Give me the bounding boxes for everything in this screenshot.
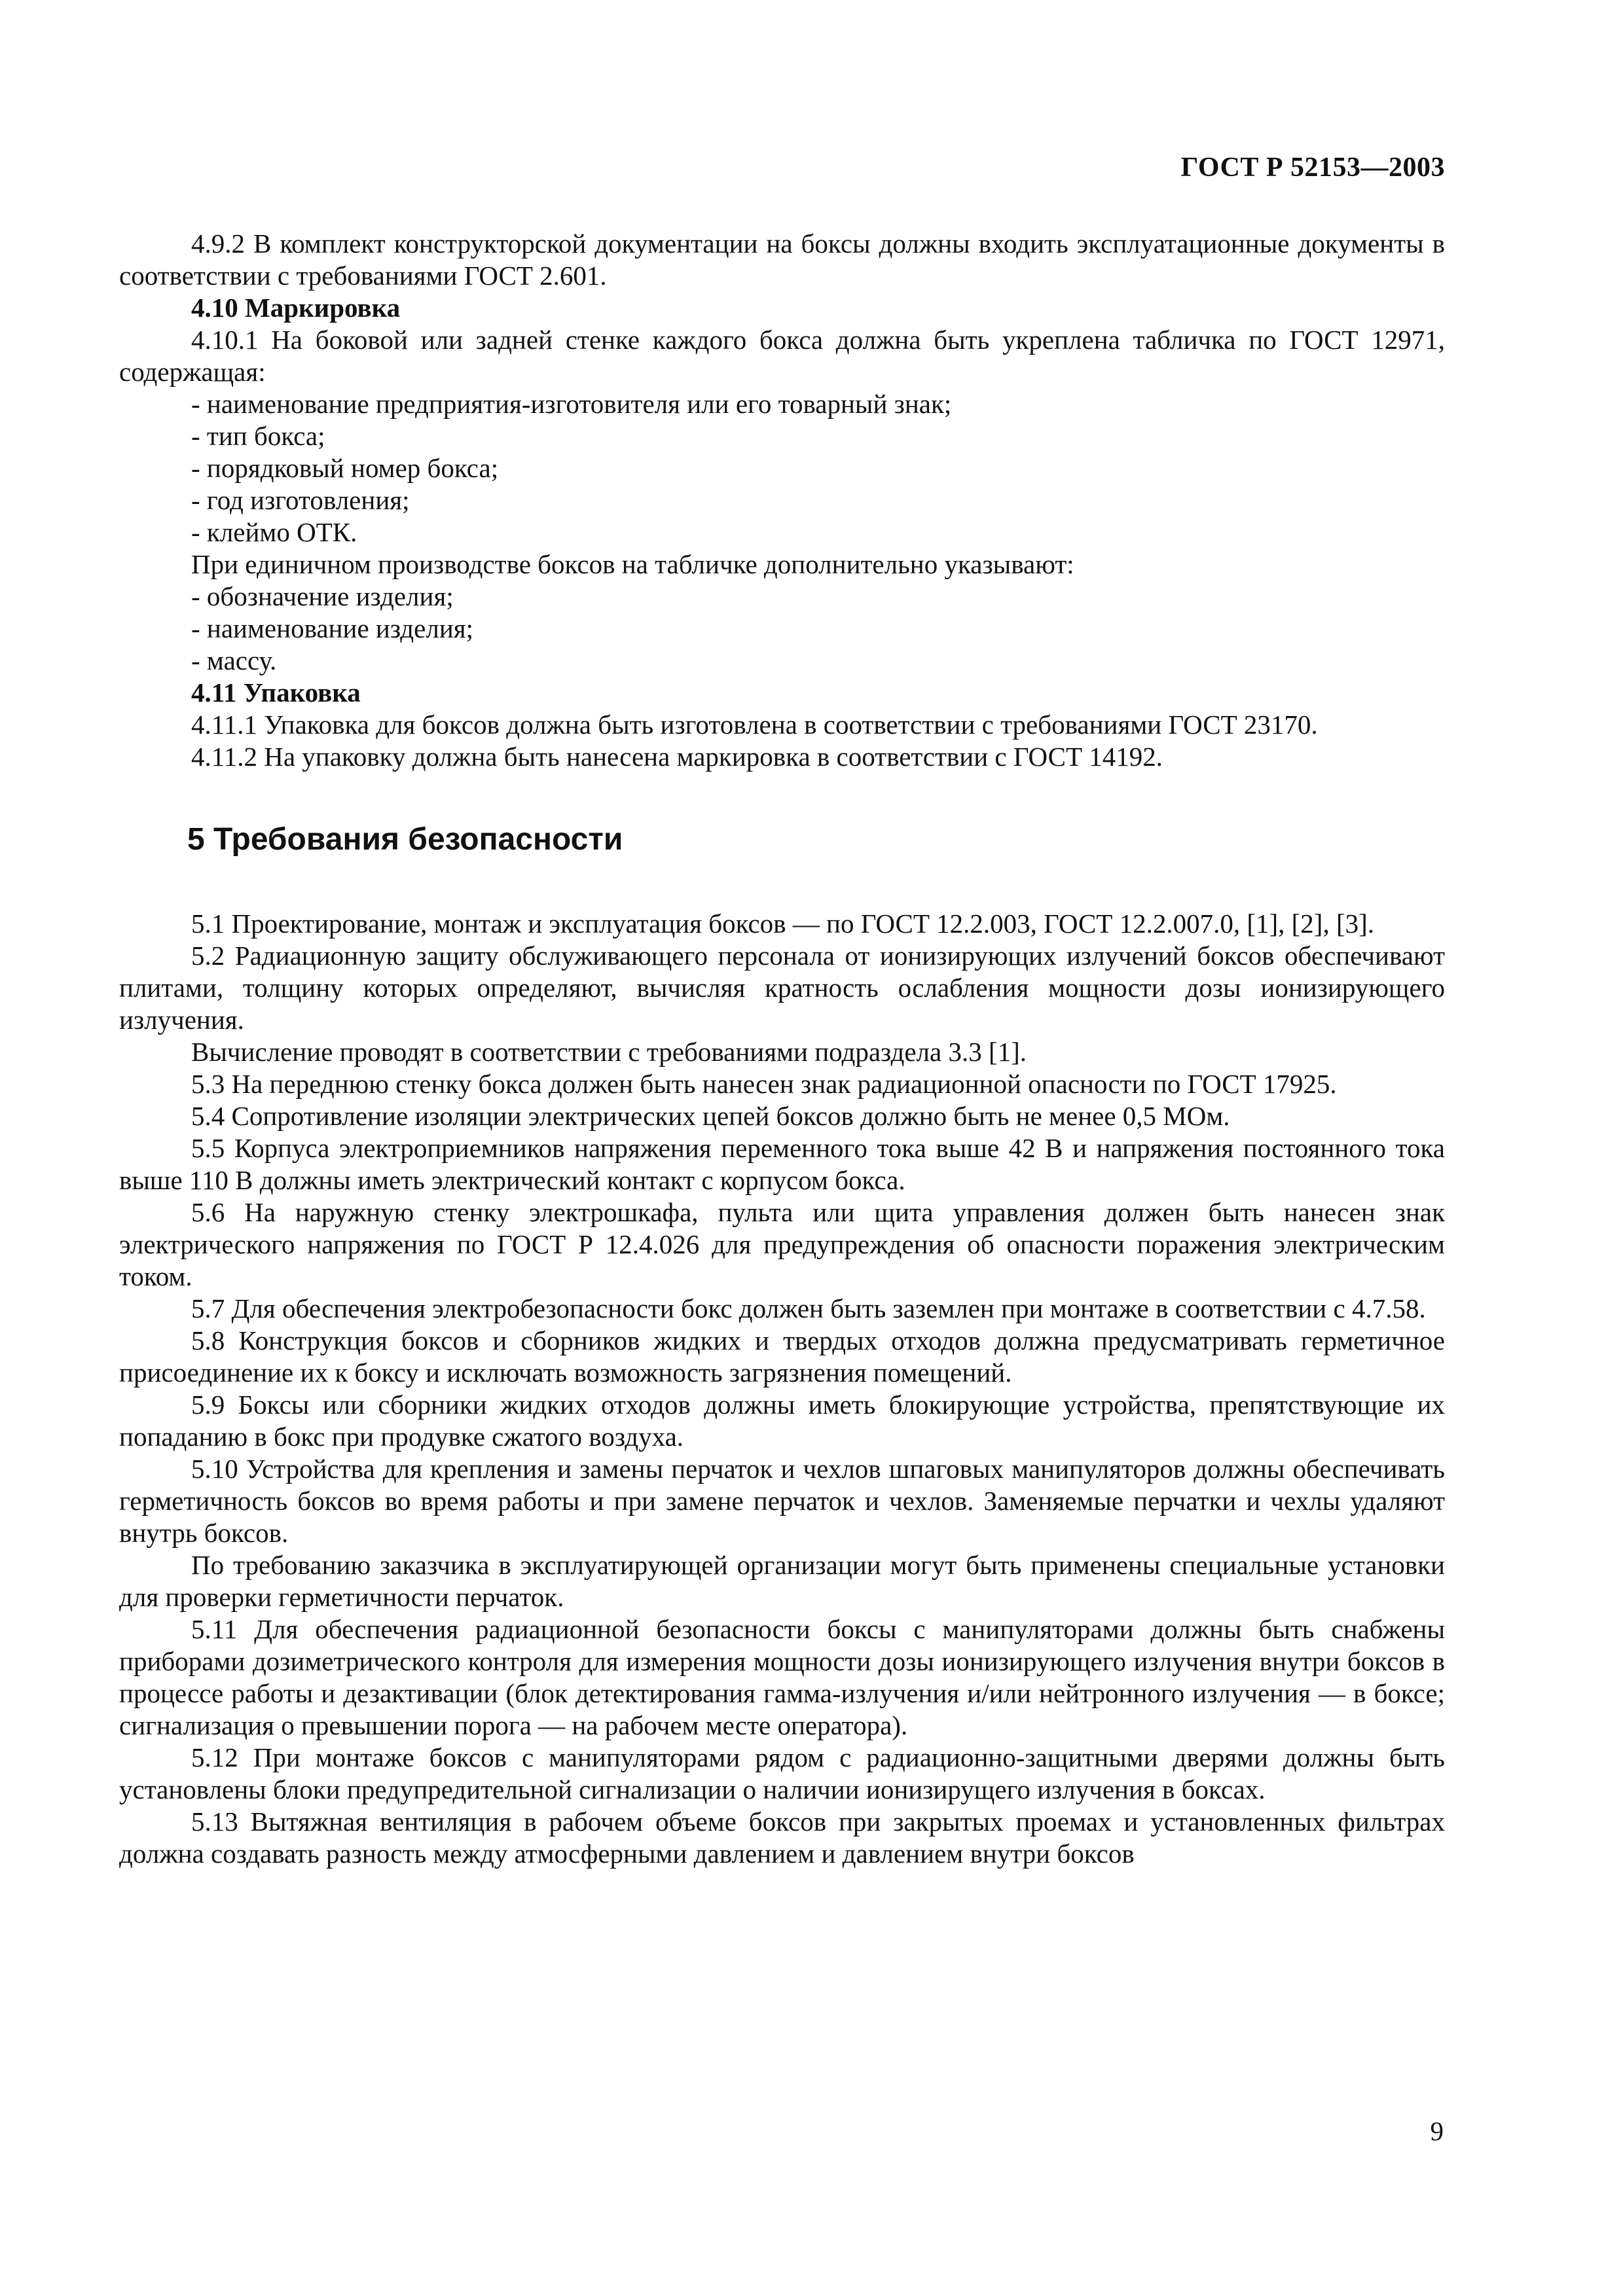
paragraph: 5.4 Сопротивление изоляции электрических цепей боксов должно быть не менее 0,5 МОм. [191,1101,1230,1131]
document-body [119,228,1445,1870]
standard-code-header: ГОСТ Р 52153—2003 [1180,152,1445,183]
list-item: - клеймо ОТК. [191,517,357,547]
paragraph: 5.9 Боксы или сборники жидких отходов должны иметь блокирующие устройства, препятствующие их попаданию в бокс при продувке сжатого воздуха. [119,1390,1445,1452]
paragraph: 4.11.2 На упаковку должна быть нанесена маркировка в соответствии с ГОСТ 14192. [191,742,1163,772]
list-item: - наименование изделия; [191,613,474,643]
paragraph: 5.2 Радиационную защиту обслуживающего персонала от ионизирующих излучений боксов обеспечивают плитами, толщину которых определяют, вычисляя кратность ослабления мощности дозы ионизирующего излучения. [119,941,1445,1035]
paragraph: По требованию заказчика в эксплуатирующей организации могут быть применены специальные установки для проверки герметичности перчаток. [119,1550,1445,1612]
paragraph: 5.13 Вытяжная вентиляция в рабочем объеме боксов при закрытых проемах и установленных фильтрах должна создавать разность между атмосферными давлением и давлением внутри боксов [119,1806,1445,1869]
paragraph: При единичном производстве боксов на табличке дополнительно указывают: [191,549,1074,579]
paragraph: 5.1 Проектирование, монтаж и эксплуатация боксов — по ГОСТ 12.2.003, ГОСТ 12.2.007.0, [1], [2], [3]. [191,908,1375,939]
list-item: - год изготовления; [191,485,410,515]
paragraph: 5.7 Для обеспечения электробезопасности бокс должен быть заземлен при монтаже в соответствии с 4.7.58. [191,1293,1426,1323]
paragraph: 5.3 На переднюю стенку бокса должен быть нанесен знак радиационной опасности по ГОСТ 17925. [191,1069,1337,1099]
page-number: 9 [1430,2116,1444,2146]
paragraph: Вычисление проводят в соответствии с требованиями подраздела 3.3 [1]. [191,1037,1027,1067]
list-item: - наименование предприятия-изготовителя или его товарный знак; [191,389,952,419]
paragraph: 4.11.1 Упаковка для боксов должна быть изготовлена в соответствии с требованиями ГОСТ 23170. [191,709,1318,740]
paragraph: 5.6 На наружную стенку электрошкафа, пульта или щита управления должен быть нанесен знак электрического напряжения по ГОСТ Р 12.4.026 для предупреждения об опасности поражения электрическим током. [119,1197,1445,1291]
paragraph: 5.8 Конструкция боксов и сборников жидких и твердых отходов должна предусматривать герметичное присоединение их к боксу и исключать возможность загрязнения помещений. [119,1325,1445,1388]
subsection-heading: 4.10 Маркировка [191,293,401,323]
paragraph: 4.10.1 На боковой или задней стенке каждого бокса должна быть укреплена табличка по ГОСТ 12971, содержащая: [119,325,1445,387]
paragraph: 5.11 Для обеспечения радиационной безопасности боксы с манипуляторами должны быть снабжены приборами дозиметрического контроля для измерения мощности дозы ионизирующего излучения внутри боксов в процессе работы и дезактивации (блок детектирования гамма-излучения и/или нейтронного излучения — в боксе; сигнализация о превышении порога — на рабочем месте оператора). [119,1614,1445,1740]
subsection-heading: 4.11 Упаковка [191,677,361,708]
paragraph: 5.10 Устройства для крепления и замены перчаток и чехлов шпаговых манипуляторов должны обеспечивать герметичность боксов во время работы и при замене перчаток и чехлов. Заменяемые перчатки и чехлы удаляют внутрь боксов. [119,1454,1445,1548]
list-item: - массу. [191,645,277,675]
list-item: - тип бокса; [191,421,325,451]
paragraph: 4.9.2 В комплект конструкторской документации на боксы должны входить эксплуатационные документы в соответствии с требованиями ГОСТ 2.601. [119,228,1445,291]
paragraph: 5.5 Корпуса электроприемников напряжения переменного тока выше 42 В и напряжения постоянного тока выше 110 В должны иметь электрический контакт с корпусом бокса. [119,1133,1445,1195]
list-item: - обозначение изделия; [191,581,454,611]
paragraph: 5.12 При монтаже боксов с манипуляторами рядом с радиационно-защитными дверями должны быть установлены блоки предупредительной сигнализации о наличии ионизирущего излучения в боксах. [119,1742,1445,1804]
list-item: - порядковый номер бокса; [191,453,499,483]
section-heading: 5 Требования безопасности [187,822,623,857]
